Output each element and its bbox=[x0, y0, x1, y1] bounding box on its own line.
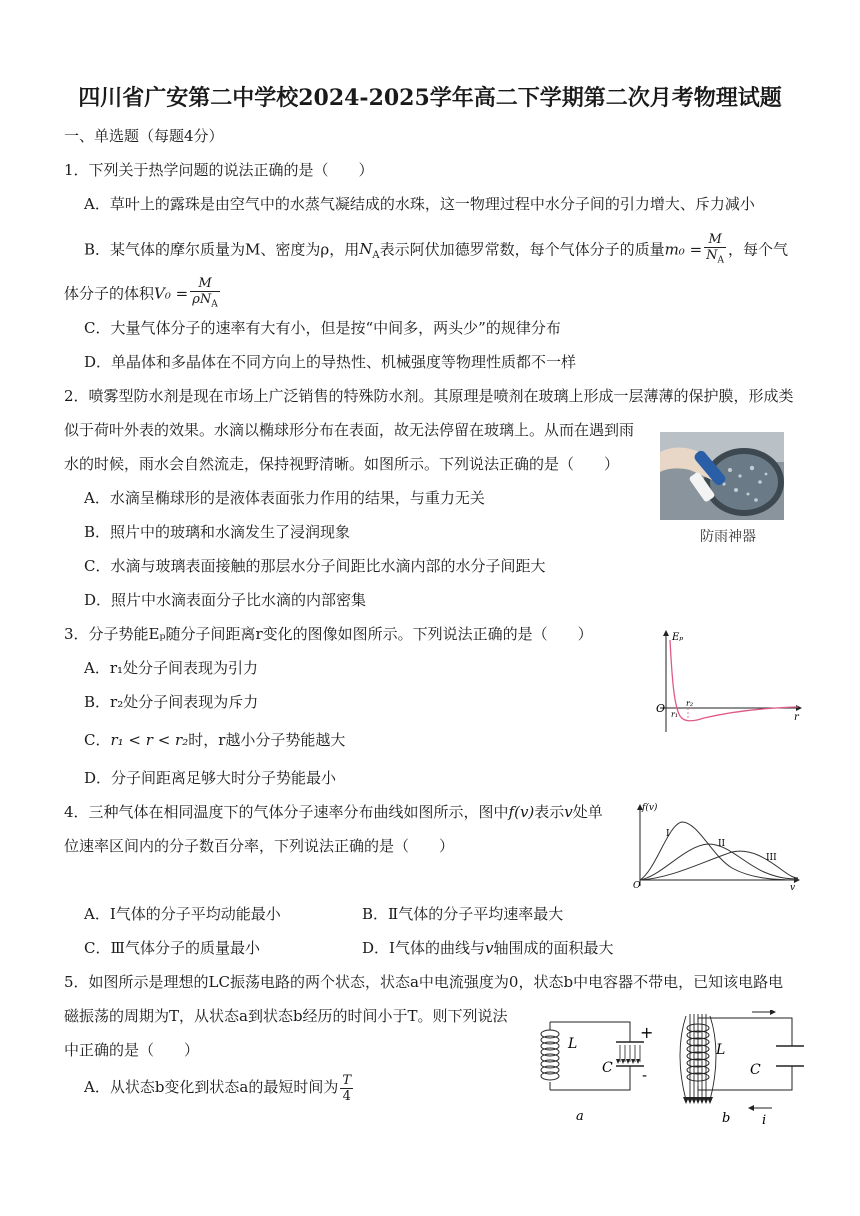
r2-label: r₂ bbox=[686, 699, 694, 708]
r1-label: r₁ bbox=[671, 710, 679, 719]
minus-sign: - bbox=[642, 1068, 648, 1084]
q4-stem-line2: 位速率区间内的分子数百分率，下列说法正确的是（ ） bbox=[64, 837, 455, 855]
q1-option-a: A．草叶上的露珠是由空气中的水蒸气凝结成的水珠，这一物理过程中水分子间的引力增大、斥力减小 bbox=[84, 195, 755, 213]
q3-option-d: D．分子间距离足够大时分子势能最小 bbox=[84, 769, 337, 787]
q5-a-frac: $\frac{T}{4}$ bbox=[342, 1072, 352, 1104]
q5-option-a: A．从状态b变化到状态a的最短时间为 $\frac{T}{4}$ bbox=[84, 1072, 352, 1104]
q4-stem-line1: 4．三种气体在相同温度下的气体分子速率分布曲线如图所示，图中f(v)表示v处单 bbox=[64, 803, 603, 821]
x-label: v bbox=[790, 883, 796, 892]
q5-stem-line2: 磁振荡的周期为T，从状态a到状态b经历的时间小于T。则下列说法 bbox=[64, 1007, 508, 1025]
q3-c-math: r₁ < r < r₂ bbox=[110, 731, 189, 749]
q1-option-d: D．单晶体和多晶体在不同方向上的导热性、机械强度等物理性质都不一样 bbox=[84, 353, 577, 371]
q2-stem-line3: 水的时候，雨水会自然流走，保持视野清晰。如图所示。下列说法正确的是（ ） bbox=[64, 455, 620, 473]
q1-b-frac2: $\frac{M}{\rho N_A}$ bbox=[192, 276, 218, 310]
x-label: r bbox=[794, 712, 799, 723]
lc-circuit-a bbox=[530, 1014, 670, 1126]
rain-repellent-photo bbox=[660, 432, 784, 520]
inductor-coil-a bbox=[541, 1030, 559, 1080]
q2-option-b: B．照片中的玻璃和水滴发生了浸润现象 bbox=[84, 523, 351, 541]
current-label: i bbox=[762, 1113, 767, 1126]
q2-option-d: D．照片中水滴表面分子比水滴的内部密集 bbox=[84, 591, 367, 609]
origin-label: O bbox=[633, 881, 641, 891]
q1-option-c: C．大量气体分子的速率有大有小，但是按“中间多，两头少”的规律分布 bbox=[84, 319, 561, 337]
q4-option-c: C．Ⅲ气体分子的质量最小 bbox=[84, 939, 260, 957]
photo-caption: 防雨神器 bbox=[700, 529, 756, 545]
q1-b-mid: 表示阿伏加德罗常数，每个气体分子的质量 bbox=[379, 240, 665, 259]
y-label: f(v) bbox=[642, 803, 658, 813]
state-a-label: a bbox=[576, 1109, 584, 1124]
magnetic-field-lines bbox=[680, 1014, 716, 1100]
q4-option-d: D．Ⅰ气体的曲线与v轴围成的面积最大 bbox=[362, 939, 614, 957]
q2-option-a: A．水滴呈椭球形的是液体表面张力作用的结果，与重力无关 bbox=[84, 489, 485, 507]
capacitor-label-b: C bbox=[750, 1062, 761, 1078]
q4-option-a: A．I气体的分子平均动能最小 bbox=[84, 905, 281, 923]
q1-option-b-line2: 体分子的体积V₀ = $\frac{M}{\rho N_A}$ bbox=[64, 276, 222, 313]
q3-option-a: A．r₁处分子间表现为引力 bbox=[84, 659, 259, 677]
q2-stem-line1: 2．喷雾型防水剂是现在市场上广泛销售的特殊防水剂。其原理是喷剂在玻璃上形成一层薄薄的保护膜，形成类 bbox=[64, 387, 794, 405]
q1-option-b bbox=[84, 232, 788, 271]
q3-option-c: C．r₁ < r < r₂时，r越小分子势能越大 bbox=[84, 731, 346, 749]
label-II: II bbox=[718, 839, 726, 849]
inductor-label-a: L bbox=[568, 1036, 578, 1052]
speed-distribution-graph bbox=[632, 800, 802, 892]
label-I: I bbox=[666, 829, 670, 839]
curve-I bbox=[640, 822, 798, 880]
page-title: 四川省广安第二中学校2024-2025学年高二下学期第二次月考物理试题 bbox=[78, 85, 782, 111]
q5-stem-line1: 5．如图所示是理想的LC振荡电路的两个状态，状态a中电流强度为0，状态b中电容器不带电，已知该电路电 bbox=[64, 973, 784, 991]
q4-option-b: B．Ⅱ气体的分子平均速率最大 bbox=[362, 905, 564, 923]
potential-energy-graph bbox=[650, 628, 806, 736]
y-label: Eₚ bbox=[672, 632, 684, 643]
q3-option-b: B．r₂处分子间表现为斥力 bbox=[84, 693, 259, 711]
q1-stem: 1．下列关于热学问题的说法正确的是（ ） bbox=[64, 161, 374, 179]
q5-stem-line3: 中正确的是（ ） bbox=[64, 1041, 200, 1059]
origin-label: O bbox=[656, 702, 666, 715]
state-b-label: b bbox=[722, 1111, 731, 1126]
q1-b-m0: m₀ = bbox=[664, 240, 703, 259]
q1-b-na: $N_A$ bbox=[359, 240, 380, 262]
q1-b-frac1: $\frac{M}{N_A}$ bbox=[706, 232, 725, 266]
q1-b-post: ，每个气 bbox=[728, 240, 789, 259]
inductor-label-b: L bbox=[716, 1042, 726, 1058]
plus-sign: + bbox=[640, 1023, 654, 1042]
q1-b-v0: V₀ = bbox=[154, 284, 189, 303]
q2-option-c: C．水滴与玻璃表面接触的那层水分子间距比水滴内部的水分子间距大 bbox=[84, 557, 546, 575]
label-III: III bbox=[766, 853, 777, 863]
q2-stem-line2: 似于荷叶外表的效果。水滴以椭球形分布在表面，故无法停留在玻璃上。从而在遇到雨 bbox=[64, 421, 635, 439]
capacitor-label-a: C bbox=[602, 1060, 613, 1076]
q1-b-pre: B．某气体的摩尔质量为M、密度为ρ，用 bbox=[84, 240, 360, 259]
section-heading: 一、单选题（每题4分） bbox=[64, 127, 224, 145]
lc-circuit-b bbox=[672, 1010, 804, 1126]
ep-curve bbox=[670, 640, 798, 721]
q3-stem: 3．分子势能Eₚ随分子间距离r变化的图像如图所示。下列说法正确的是（ ） bbox=[64, 625, 593, 643]
